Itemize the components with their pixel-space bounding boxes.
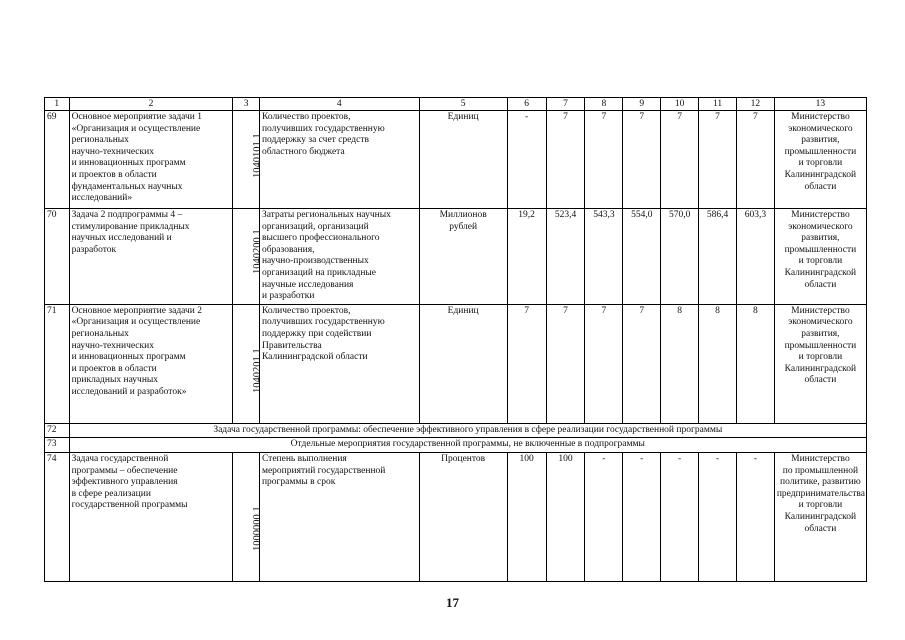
text-line: предпринимательства <box>776 488 865 499</box>
indicator-name <box>259 209 419 305</box>
text-line: области <box>804 181 837 192</box>
row-number: 74 <box>45 452 70 581</box>
value-cell: 7 <box>585 111 623 209</box>
text-line: экономического <box>788 123 853 134</box>
row-number: 71 <box>45 304 70 423</box>
indicator-name <box>259 452 419 581</box>
text-line: программы в срок <box>261 477 336 488</box>
indicator-name <box>259 111 419 209</box>
text-line: Правительства <box>261 340 322 351</box>
value-cell: 554,0 <box>623 209 661 305</box>
code-text: 1040201.1 <box>252 348 264 394</box>
value-cell: 7 <box>661 111 699 209</box>
text-line: Процентов <box>441 453 486 464</box>
text-line: организаций, организаций <box>261 221 369 232</box>
text-line: программы – обеспечение <box>71 465 178 476</box>
row-number: 72 <box>45 423 70 438</box>
unit <box>419 111 507 209</box>
text-line: в сфере реализации <box>71 488 151 499</box>
responsible <box>774 111 866 209</box>
text-line: области <box>804 523 837 534</box>
value-cell: 586,4 <box>699 209 737 305</box>
header-cell: 2 <box>69 98 233 111</box>
text-line: организаций на прикладные <box>261 267 377 278</box>
header-row <box>45 98 867 111</box>
row-number: 70 <box>45 209 70 305</box>
text-line: научно-производственных <box>261 256 369 267</box>
text-line: государственной программы <box>71 500 188 511</box>
text-line: развития, <box>801 328 840 339</box>
responsible <box>774 209 866 305</box>
value-cell: 7 <box>699 111 737 209</box>
value-cell: 8 <box>661 304 699 423</box>
text-line: и торговли <box>798 158 843 169</box>
unit <box>419 452 507 581</box>
value-cell: 543,3 <box>585 209 623 305</box>
unit <box>419 304 507 423</box>
text-line: и проектов в области <box>71 169 157 180</box>
text-line: Степень выполнения <box>261 453 347 464</box>
text-line: и торговли <box>798 256 843 267</box>
text-line: развития, <box>801 233 840 244</box>
code-text: 1040200.1 <box>252 229 264 275</box>
text-line: Министерство <box>791 112 850 122</box>
header-cell: 7 <box>546 98 585 111</box>
text-line: и проектов в области <box>71 363 157 374</box>
value-cell: 570,0 <box>661 209 699 305</box>
value-cell: 7 <box>507 304 546 423</box>
indicator-name <box>259 304 419 423</box>
measure-code <box>233 111 264 209</box>
header-cell: 6 <box>507 98 546 111</box>
value-cell: 8 <box>736 304 774 423</box>
table-row <box>45 423 867 438</box>
text-line: Миллионов <box>439 210 487 220</box>
value-cell: 7 <box>736 111 774 209</box>
text-line: получивших государственную <box>261 317 385 328</box>
code-text: 1040101.1 <box>252 133 264 179</box>
measure-name <box>69 111 233 209</box>
text-line: «Организация и осуществление <box>71 123 201 134</box>
value-cell: 7 <box>623 304 661 423</box>
header-cell: 10 <box>661 98 699 111</box>
value-cell: 603,3 <box>736 209 774 305</box>
text-line: высшего профессионального <box>261 233 380 244</box>
text-line: исследований» <box>71 193 133 204</box>
text-line: Задача государственной <box>71 453 169 464</box>
text-line: области <box>804 375 837 386</box>
measure-name <box>69 209 233 305</box>
section-heading: Задача государственной программы: обеспечение эффективного управления в сфере реализации государственной программы <box>69 423 866 438</box>
text-line: мероприятий государственной <box>261 465 386 476</box>
text-line: образования, <box>261 244 315 255</box>
text-line: и торговли <box>798 352 843 363</box>
measure-code <box>233 209 264 305</box>
text-line: Калининградской <box>784 363 857 374</box>
measure-name <box>69 304 233 423</box>
text-line: научные исследования <box>261 279 354 290</box>
text-line: поддержку за счет средств <box>261 135 369 146</box>
value-cell: 7 <box>623 111 661 209</box>
text-line: и разработки <box>261 291 315 302</box>
text-line: эффективного управления <box>71 477 178 488</box>
table-row <box>45 111 867 209</box>
text-line: региональных <box>71 328 129 339</box>
text-line: Калининградской <box>784 511 857 522</box>
text-line: научных исследований и <box>71 233 172 244</box>
responsible <box>774 304 866 423</box>
text-line: научно-технических <box>71 340 154 351</box>
text-line: прикладных научных <box>71 375 159 386</box>
value-cell: 100 <box>507 452 546 581</box>
text-line: и торговли <box>798 500 843 511</box>
header-cell: 13 <box>774 98 866 111</box>
value-cell: - <box>699 452 737 581</box>
text-line: «Организация и осуществление <box>71 317 201 328</box>
page-number: 17 <box>446 595 459 610</box>
value-cell: - <box>585 452 623 581</box>
indicators-table <box>44 97 867 582</box>
value-cell: - <box>661 452 699 581</box>
measure-code <box>233 304 264 423</box>
value-cell: - <box>736 452 774 581</box>
text-line: Затраты региональных научных <box>261 210 391 220</box>
text-line: экономического <box>788 221 853 232</box>
text-line: Количество проектов, <box>261 305 351 316</box>
text-line: стимулирование прикладных <box>71 221 190 232</box>
text-line: Основное мероприятие задачи 1 <box>71 112 202 122</box>
header-cell: 9 <box>623 98 661 111</box>
header-cell: 3 <box>233 98 260 111</box>
header-cell: 1 <box>45 98 70 111</box>
code-text: 1000000.1 <box>252 506 264 552</box>
text-line: Задача 2 подпрограммы 4 – <box>71 210 183 220</box>
value-cell: 7 <box>585 304 623 423</box>
table-row <box>45 438 867 453</box>
value-cell: 8 <box>699 304 737 423</box>
text-line: Министерство <box>791 453 850 464</box>
text-line: развития, <box>801 135 840 146</box>
section-heading: Отдельные мероприятия государственной программы, не включенные в подпрограммы <box>69 438 866 453</box>
header-cell: 11 <box>699 98 737 111</box>
measure-code <box>233 452 264 581</box>
row-number: 69 <box>45 111 70 209</box>
text-line: Основное мероприятие задачи 2 <box>71 305 202 316</box>
text-line: и инновационных программ <box>71 352 186 363</box>
value-cell: 100 <box>546 452 585 581</box>
unit <box>419 209 507 305</box>
text-line: Министерство <box>791 210 850 220</box>
header-cell: 12 <box>736 98 774 111</box>
text-line: Министерство <box>791 305 850 316</box>
text-line: Калининградской <box>784 267 857 278</box>
value-cell: 523,4 <box>546 209 585 305</box>
table-row <box>45 209 867 305</box>
text-line: областного бюджета <box>261 146 345 157</box>
value-cell: - <box>623 452 661 581</box>
table-row <box>45 304 867 423</box>
text-line: промышленности <box>784 146 857 157</box>
text-line: региональных <box>71 135 129 146</box>
text-line: промышленности <box>784 340 857 351</box>
text-line: Единиц <box>447 112 479 122</box>
text-line: поддержку при содействии <box>261 328 372 339</box>
text-line: разработок <box>71 244 117 255</box>
text-line: области <box>804 279 837 290</box>
text-line: экономического <box>788 317 853 328</box>
text-line: и инновационных программ <box>71 158 186 169</box>
text-line: получивших государственную <box>261 123 385 134</box>
text-line: рублей <box>449 221 478 232</box>
header-cell: 5 <box>419 98 507 111</box>
text-line: политике, развитию <box>780 477 861 488</box>
header-cell: 4 <box>259 98 419 111</box>
text-line: Единиц <box>447 305 479 316</box>
text-line: исследований и разработок» <box>71 386 187 397</box>
text-line: Калининградской <box>784 169 857 180</box>
text-line: промышленности <box>784 244 857 255</box>
row-number: 73 <box>45 438 70 453</box>
value-cell: 7 <box>546 304 585 423</box>
text-line: фундаментальных научных <box>71 181 183 192</box>
text-line: по промышленной <box>782 465 859 476</box>
value-cell: 19,2 <box>507 209 546 305</box>
table-row <box>45 452 867 581</box>
value-cell: - <box>507 111 546 209</box>
text-line: Количество проектов, <box>261 112 351 122</box>
measure-name <box>69 452 233 581</box>
value-cell: 7 <box>546 111 585 209</box>
text-line: научно-технических <box>71 146 154 157</box>
header-cell: 8 <box>585 98 623 111</box>
responsible <box>774 452 866 581</box>
text-line: Калининградской области <box>261 352 368 363</box>
